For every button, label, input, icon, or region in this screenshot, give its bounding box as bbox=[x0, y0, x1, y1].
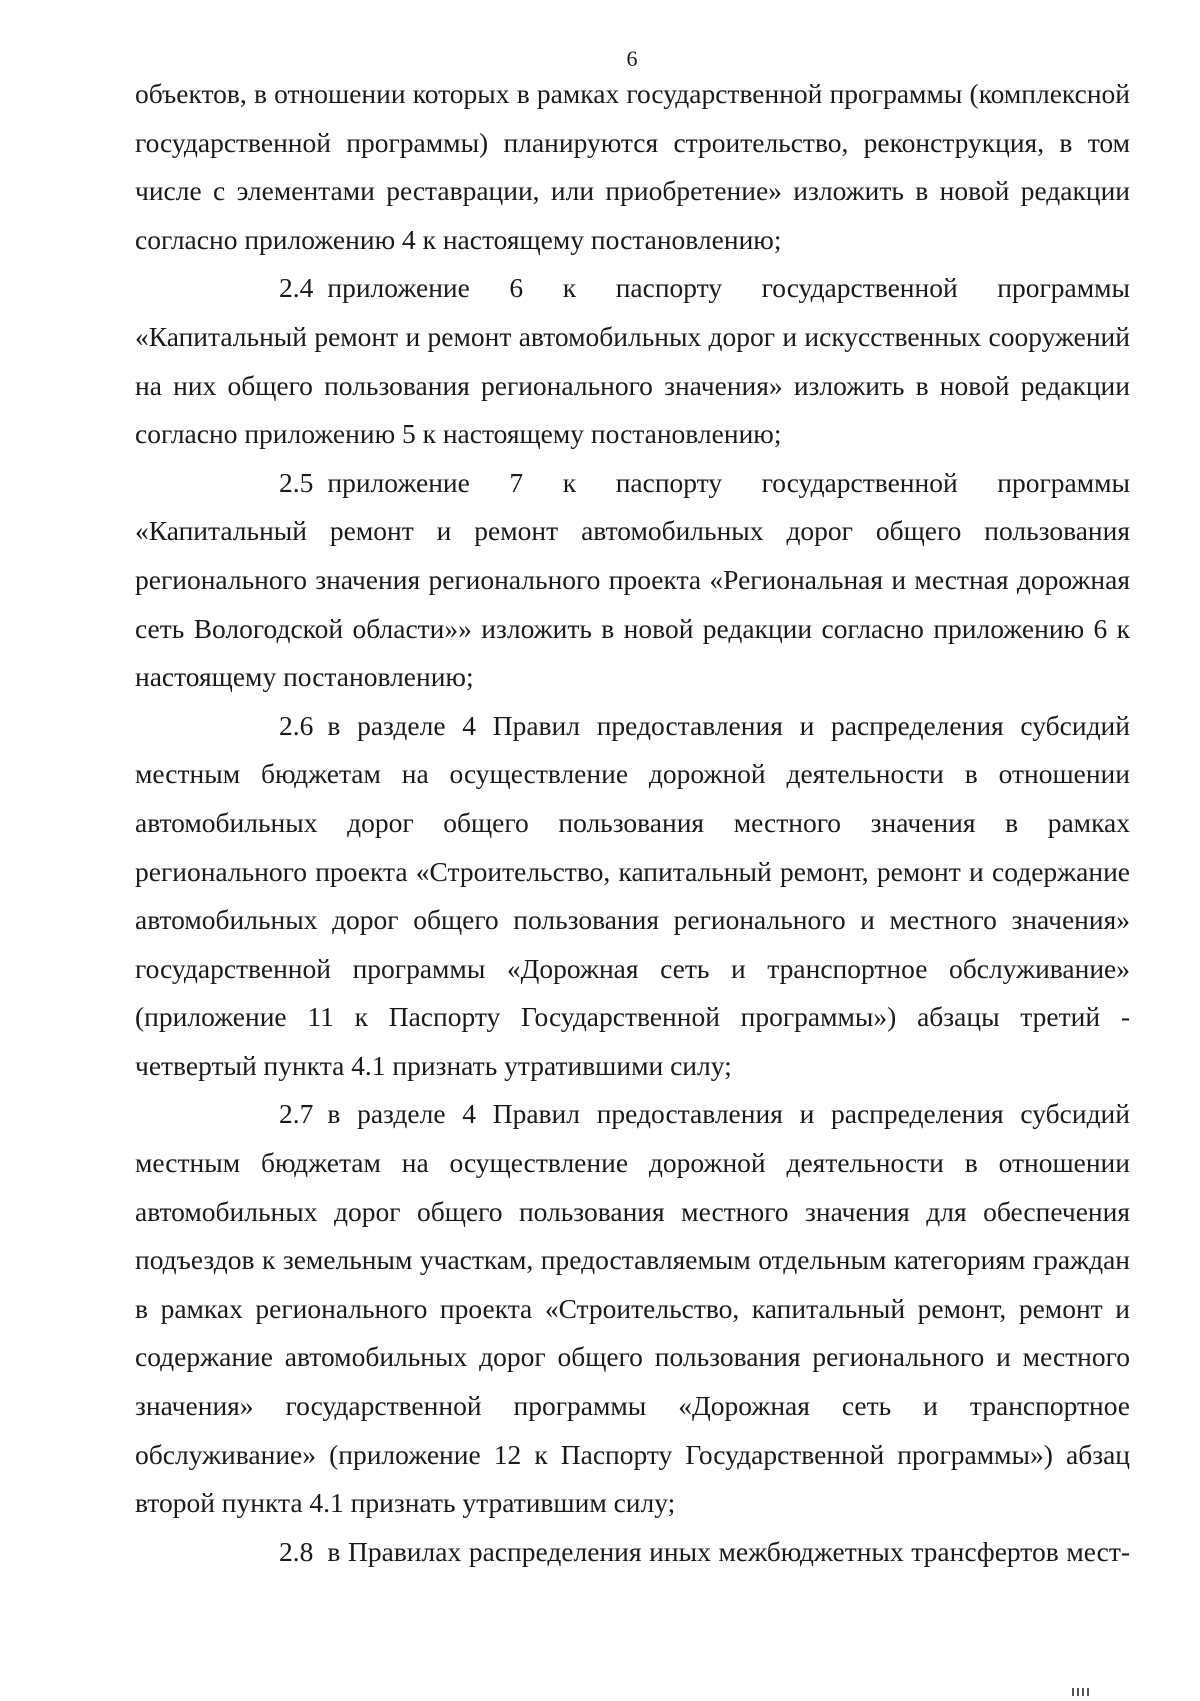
paragraph-2-7 bbox=[135, 1090, 1130, 1527]
paragraph-2-5 bbox=[135, 459, 1130, 702]
paragraph-2-6 bbox=[135, 702, 1130, 1091]
paragraph-number: 2.4 bbox=[279, 272, 314, 304]
page-number: 6 bbox=[626, 46, 638, 71]
paragraph-continuation bbox=[135, 70, 1130, 264]
paragraph-number: 2.5 bbox=[279, 466, 314, 498]
paragraph-text: приложение 6 к паспорту государственной программы «Капитальный ремонт и ремонт автомобильных дорог и искусственных сооружений на них общего пользования регионального значения» изложить в новой редакции согласно приложению 5 к настоящему постановлению; bbox=[135, 272, 1130, 450]
paragraph-text: в разделе 4 Правил предоставления и распределения субсидий местным бюджетам на осуществление дорожной деятельности в отношении автомобильных дорог общего пользования местного значения в рамках регионального проекта «Строительство, капитальный ремонт, ремонт и содержание автомобильных дорог общего пользования регионального и местного значения» государственной программы «Дорожная сеть и транспортное обслуживание» (приложение 11 к Паспорту Государственной программы») абзацы третий - четвертый пункта 4.1 признать утратившими силу; bbox=[135, 709, 1130, 1081]
paragraph-2-8 bbox=[135, 1528, 1130, 1577]
paragraph-number: 2.7 bbox=[279, 1098, 314, 1130]
paragraph-text: в Правилах распределения иных межбюджетных трансфертов мест- bbox=[327, 1535, 1130, 1567]
paragraph-text: приложение 7 к паспорту государственной программы «Капитальный ремонт и ремонт автомобильных дорог общего пользования регионального значения регионального проекта «Региональная и местная дорожная сеть Вологодской области»» изложить в новой редакции согласно приложению 6 к настоящему постановлению; bbox=[135, 466, 1130, 693]
paragraph-number: 2.6 bbox=[279, 709, 314, 741]
paragraph-number: 2.8 bbox=[279, 1535, 314, 1567]
paragraph-2-4 bbox=[135, 264, 1130, 458]
paragraph-text: объектов, в отношении которых в рамках государственной программы (комплексной государственной программы) планируются строительство, реконструкция, в том числе с элементами реставрации, или приобретение» изложить в новой редакции согласно приложению 4 к настоящему постановлению; bbox=[135, 78, 1130, 255]
scan-artifact bbox=[1072, 1683, 1102, 1691]
paragraph-text: в разделе 4 Правил предоставления и распределения субсидий местным бюджетам на осуществление дорожной деятельности в отношении автомобильных дорог общего пользования местного значения для обеспечения подъездов к земельным участкам, предоставляемым отдельным категориям граждан в рамках регионального проекта «Строительство, капитальный ремонт, ремонт и содержание автомобильных дорог общего пользования регионального и местного значения» государственной программы «Дорожная сеть и транспортное обслуживание» (приложение 12 к Паспорту Государственной программы») абзац второй пункта 4.1 признать утратившим силу; bbox=[135, 1098, 1130, 1519]
document-body bbox=[135, 70, 1130, 1576]
